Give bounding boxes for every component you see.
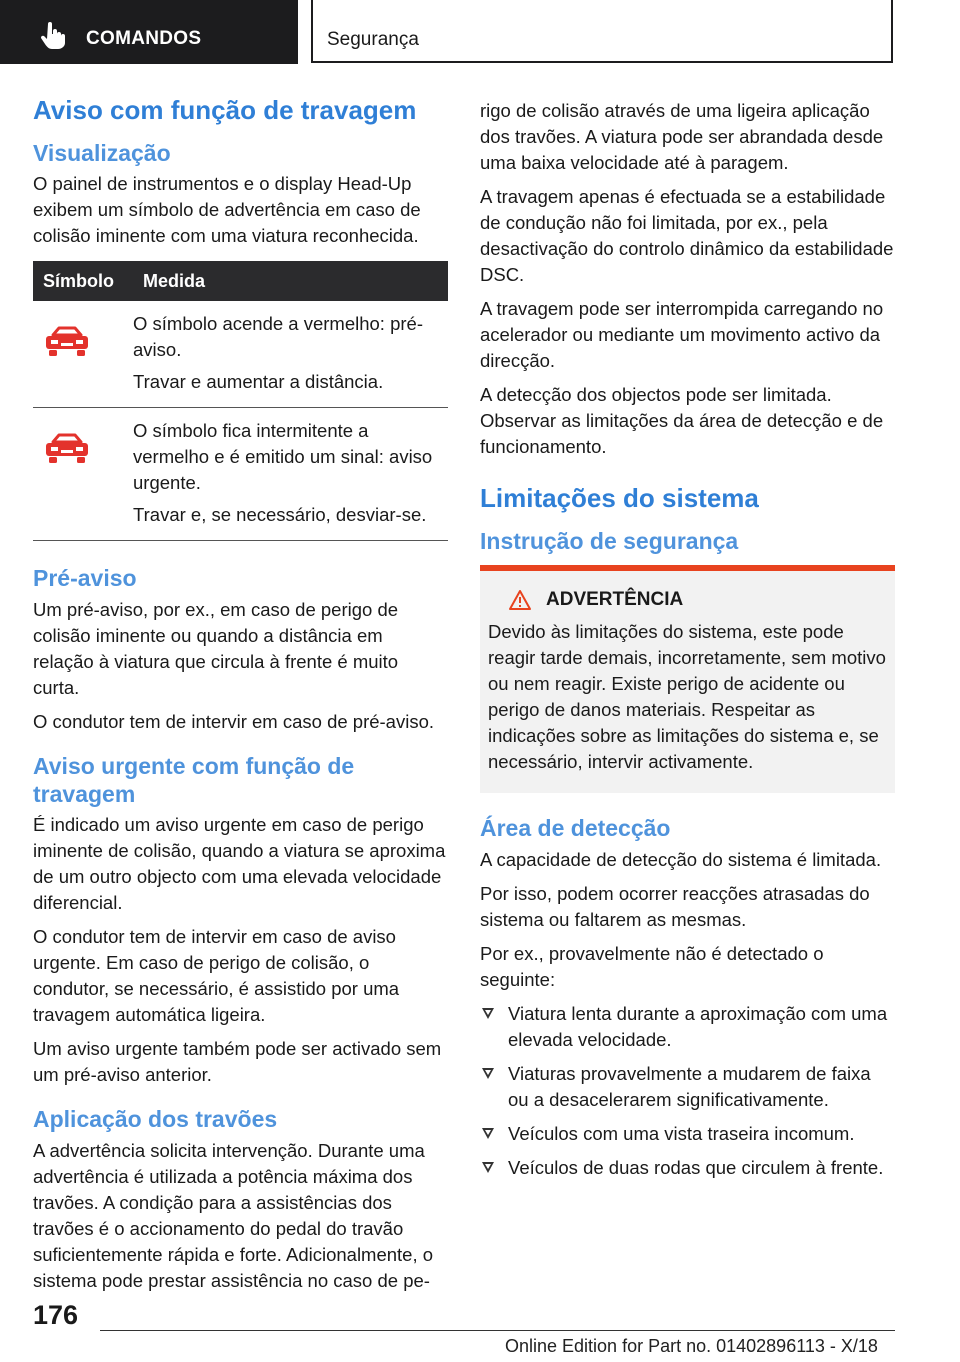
list-item — [480, 1155, 895, 1181]
area-text-2: Por isso, podem ocorrer reacções atrasadas do sistema ou faltarem as mesmas. — [480, 883, 870, 931]
warning-text: Devido às limitações do sistema, este pode reagir tarde demais, incorretamente, sem motivo ou nem reagir. Existe perigo de acidente ou perigo de danos materiais. Respeitar as indicações sobre as limitações do sistema e, se necessário, intervir activamente. — [488, 621, 886, 773]
measure-cell — [133, 301, 448, 408]
right-text-4: A detecção dos objectos pode ser limitada. Observar as limitações da área de detecção e de funcionamento. — [480, 384, 884, 457]
symbol-cell — [33, 408, 133, 541]
page-header — [0, 0, 960, 66]
safety-heading: Instrução de segurança — [480, 527, 739, 554]
left-column — [33, 96, 448, 1302]
measure-action: Travar e aumentar a distância. — [133, 371, 384, 393]
list-item-text: Viaturas provavelmente a mudarem de faixa ou a desacelerarem significativamente. — [508, 1063, 871, 1111]
triangle-bullet-icon — [482, 1008, 494, 1019]
warning-title-row — [508, 589, 887, 611]
preaviso-text: Um pré-aviso, por ex., em caso de perigo de colisão iminente ou quando a distância em relação à viatura que circula à frente é muito curta. — [33, 599, 399, 699]
hand-pointer-icon — [40, 22, 66, 50]
travoes-heading: Aplicação dos travões — [33, 1106, 278, 1133]
limits-title: Limitações do sistema — [480, 483, 759, 513]
col-measure-header: Medida — [133, 261, 448, 301]
edition-text: Online Edition for Part no. 01402896113 - X/18 — [505, 1336, 878, 1356]
list-item — [480, 1001, 895, 1053]
urgente-text: É indicado um aviso urgente em caso de perigo iminente de colisão, quando a viatura se aproxima de um outro objecto com uma elevada velocidade diferencial. — [33, 814, 446, 914]
list-item-text: Veículos com uma vista traseira incomum. — [508, 1123, 855, 1145]
triangle-bullet-icon — [482, 1128, 494, 1139]
list-item-text: Veículos de duas rodas que circulem à frente. — [508, 1157, 884, 1179]
limitations-list — [480, 1001, 895, 1181]
section-tab — [0, 0, 298, 64]
right-text-2: A travagem apenas é efectuada se a estabilidade de condução não foi limitada, por ex., pela desactivação do controlo dinâmico da estabilidade DSC. — [480, 186, 894, 285]
col-symbol-header: Símbolo — [33, 261, 133, 301]
area-heading: Área de detecção — [480, 815, 671, 842]
section-title: Aviso com função de travagem — [33, 95, 417, 125]
chapter-tab — [311, 0, 893, 63]
right-text-3: A travagem pode ser interrompida carregando no acelerador ou mediante um movimento activo da direcção. — [480, 298, 884, 371]
warning-box — [480, 565, 895, 793]
section-label: COMANDOS — [86, 28, 202, 49]
visual-text: O painel de instrumentos e o display Head-Up exibem um símbolo de advertência em caso de colisão iminente com uma viatura reconhecida. — [33, 173, 421, 247]
preaviso-heading: Pré-aviso — [33, 565, 137, 592]
area-text: A capacidade de detecção do sistema é limitada. — [480, 849, 882, 871]
page-number: 176 — [33, 1300, 79, 1330]
triangle-bullet-icon — [482, 1068, 494, 1079]
table-row — [33, 408, 448, 541]
warning-title: ADVERTÊNCIA — [546, 589, 684, 611]
list-item — [480, 1061, 895, 1113]
right-column — [480, 98, 895, 1189]
urgente-text-2: O condutor tem de intervir em caso de aviso urgente. Em caso de perigo de colisão, o condutor, se necessário, é assistido por uma travagem automática ligeira. — [33, 926, 400, 1026]
warning-triangle-icon — [508, 589, 532, 611]
symbol-cell — [33, 301, 133, 408]
travoes-text: A advertência solicita intervenção. Durante uma advertência é utilizada a potência máxima dos travões. A condição para a assistências dos travões é o accionamento do pedal do travão suficientemente rápida e forte. Adicionalmente, o sistema pode prestar assistência no caso de pe- — [33, 1139, 434, 1291]
car-front-icon — [43, 432, 91, 466]
preaviso-text-2: O condutor tem de intervir em caso de pré-aviso. — [33, 711, 435, 733]
chapter-label: Segurança — [327, 29, 419, 50]
visual-heading: Visualização — [33, 139, 171, 166]
measure-action: Travar e, se necessário, desviar-se. — [133, 504, 427, 526]
measure-text: O símbolo fica intermitente a vermelho e é emitido um sinal: aviso urgente. — [133, 420, 433, 494]
urgente-heading: Aviso urgente com função de travagem — [33, 753, 355, 807]
area-text-3: Por ex., provavelmente não é detectado o seguinte: — [480, 943, 824, 991]
measure-text: O símbolo acende a vermelho: pré-aviso. — [133, 313, 423, 361]
triangle-bullet-icon — [482, 1162, 494, 1173]
symbol-table — [33, 261, 448, 541]
table-row — [33, 301, 448, 408]
list-item — [480, 1121, 895, 1147]
footer-divider — [100, 1330, 895, 1331]
list-item-text: Viatura lenta durante a aproximação com uma elevada velocidade. — [508, 1003, 888, 1051]
right-text-1: rigo de colisão através de uma ligeira aplicação dos travões. A viatura pode ser abrandada desde uma baixa velocidade até à paragem. — [480, 100, 884, 173]
measure-cell — [133, 408, 448, 541]
urgente-text-3: Um aviso urgente também pode ser activado sem um pré-aviso anterior. — [33, 1038, 442, 1086]
car-front-icon — [43, 325, 91, 359]
